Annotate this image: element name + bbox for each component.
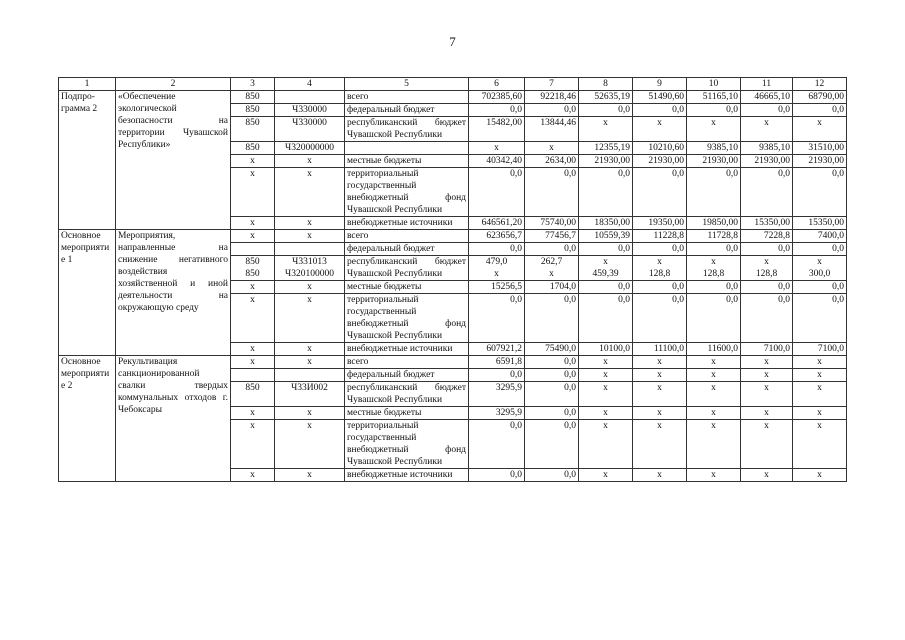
amount-cell: 262,7 x xyxy=(525,256,579,281)
amount-cell: 0,0 xyxy=(525,356,579,369)
amount-cell: 0,0 xyxy=(469,243,525,256)
chapter-code: x xyxy=(231,356,275,369)
amount-cell: 21930,00 xyxy=(741,155,793,168)
amount-cell: x xyxy=(687,420,741,469)
amount-cell: 21930,00 xyxy=(579,155,633,168)
column-header: 9 xyxy=(633,78,687,91)
amount-cell: 0,0 xyxy=(469,469,525,482)
amount-cell: x xyxy=(525,142,579,155)
funding-source: федеральный бюджет xyxy=(345,243,469,256)
page-number: 7 xyxy=(449,34,456,49)
amount-cell: 7100,0 xyxy=(793,343,847,356)
amount-cell: x xyxy=(793,356,847,369)
target-code xyxy=(275,91,345,104)
column-header: 12 xyxy=(793,78,847,91)
amount-cell: 21930,00 xyxy=(687,155,741,168)
amount-cell: x xyxy=(741,117,793,142)
funding-source: местные бюджеты xyxy=(345,155,469,168)
column-header: 6 xyxy=(469,78,525,91)
amount-cell: 0,0 xyxy=(579,294,633,343)
target-code: x xyxy=(275,469,345,482)
program-description: Мероприятия, направленные на снижение негативного воздействия хозяйственной и иной деятельности на окружающую среду xyxy=(116,230,231,356)
amount-cell: x xyxy=(687,369,741,382)
amount-cell: 12355,19 xyxy=(579,142,633,155)
funding-source: всего xyxy=(345,91,469,104)
amount-cell: 10559,39 xyxy=(579,230,633,243)
amount-cell: x xyxy=(687,382,741,407)
amount-cell: 52635,19 xyxy=(579,91,633,104)
chapter-code: x xyxy=(231,155,275,168)
target-code: x xyxy=(275,281,345,294)
amount-cell: x xyxy=(793,407,847,420)
amount-cell: x xyxy=(793,420,847,469)
column-header: 2 xyxy=(116,78,231,91)
amount-cell: x xyxy=(579,117,633,142)
amount-cell: 0,0 xyxy=(633,281,687,294)
chapter-code: x xyxy=(231,343,275,356)
chapter-code: x xyxy=(231,281,275,294)
amount-cell: 0,0 xyxy=(469,104,525,117)
chapter-code: x xyxy=(231,469,275,482)
funding-source: федеральный бюджет xyxy=(345,104,469,117)
amount-cell: 0,0 xyxy=(525,168,579,217)
target-code: x xyxy=(275,356,345,369)
target-code: x xyxy=(275,420,345,469)
amount-cell: 11100,0 xyxy=(633,343,687,356)
target-code: Ч33И002 xyxy=(275,382,345,407)
amount-cell: x xyxy=(633,407,687,420)
amount-cell: x xyxy=(687,356,741,369)
chapter-code: 850 xyxy=(231,104,275,117)
target-code: Ч320000000 xyxy=(275,142,345,155)
funding-source: территориальный государственный внебюджетный фонд Чувашской Республики xyxy=(345,420,469,469)
amount-cell: 0,0 xyxy=(687,281,741,294)
amount-cell: 13844,46 xyxy=(525,117,579,142)
program-name: Подпро-грамма 2 xyxy=(59,91,116,230)
chapter-code: x xyxy=(231,168,275,217)
amount-cell: x xyxy=(633,369,687,382)
funding-source: республиканский бюджет Чувашской Республики xyxy=(345,382,469,407)
program-name: Основное мероприятие 1 xyxy=(59,230,116,356)
amount-cell: 0,0 xyxy=(793,104,847,117)
amount-cell: x 459,39 xyxy=(579,256,633,281)
amount-cell: 0,0 xyxy=(633,294,687,343)
header-row xyxy=(59,78,847,91)
amount-cell: 1704,0 xyxy=(525,281,579,294)
amount-cell: 0,0 xyxy=(579,104,633,117)
funding-source: внебюджетные источники xyxy=(345,469,469,482)
amount-cell: 0,0 xyxy=(469,420,525,469)
program-description: «Обеспечение экологической безопасности на территории Чувашской Республики» xyxy=(116,91,231,230)
amount-cell: 10210,60 xyxy=(633,142,687,155)
amount-cell: 15482,00 xyxy=(469,117,525,142)
amount-cell: 68790,00 xyxy=(793,91,847,104)
column-header: 5 xyxy=(345,78,469,91)
amount-cell: 75490,0 xyxy=(525,343,579,356)
chapter-code: x xyxy=(231,217,275,230)
chapter-code: x xyxy=(231,294,275,343)
amount-cell: 0,0 xyxy=(633,168,687,217)
target-code xyxy=(275,369,345,382)
chapter-code: x xyxy=(231,230,275,243)
amount-cell: 19350,00 xyxy=(633,217,687,230)
table-row xyxy=(59,356,847,369)
amount-cell: x 128,8 xyxy=(687,256,741,281)
budget-table xyxy=(58,77,847,482)
amount-cell: 0,0 xyxy=(741,281,793,294)
amount-cell: 479,0 x xyxy=(469,256,525,281)
amount-cell: 0,0 xyxy=(633,104,687,117)
chapter-code: 850 850 xyxy=(231,256,275,281)
funding-source: внебюджетные источники xyxy=(345,217,469,230)
column-header: 4 xyxy=(275,78,345,91)
amount-cell: 77456,7 xyxy=(525,230,579,243)
amount-cell: x 300,0 xyxy=(793,256,847,281)
funding-source: территориальный государственный внебюджетный фонд Чувашской Республики xyxy=(345,294,469,343)
amount-cell: x xyxy=(793,469,847,482)
amount-cell: x xyxy=(741,369,793,382)
amount-cell: x xyxy=(741,469,793,482)
amount-cell: 0,0 xyxy=(579,281,633,294)
amount-cell: x xyxy=(579,356,633,369)
amount-cell: 11728,8 xyxy=(687,230,741,243)
amount-cell: 46665,10 xyxy=(741,91,793,104)
target-code: Ч330000 xyxy=(275,104,345,117)
column-header: 10 xyxy=(687,78,741,91)
amount-cell: 31510,00 xyxy=(793,142,847,155)
amount-cell: 0,0 xyxy=(525,294,579,343)
amount-cell: 9385,10 xyxy=(741,142,793,155)
amount-cell: 607921,2 xyxy=(469,343,525,356)
amount-cell: 0,0 xyxy=(793,243,847,256)
amount-cell: 15256,5 xyxy=(469,281,525,294)
amount-cell: x xyxy=(579,382,633,407)
amount-cell: 646561,20 xyxy=(469,217,525,230)
funding-source xyxy=(345,142,469,155)
target-code: x xyxy=(275,168,345,217)
amount-cell: 0,0 xyxy=(469,168,525,217)
amount-cell: 19850,00 xyxy=(687,217,741,230)
amount-cell: x xyxy=(579,420,633,469)
column-header: 11 xyxy=(741,78,793,91)
amount-cell: 0,0 xyxy=(525,243,579,256)
amount-cell: 0,0 xyxy=(741,168,793,217)
target-code: x xyxy=(275,217,345,230)
amount-cell: 0,0 xyxy=(687,104,741,117)
amount-cell: x xyxy=(579,469,633,482)
amount-cell: 7100,0 xyxy=(741,343,793,356)
amount-cell: 0,0 xyxy=(741,243,793,256)
amount-cell: x xyxy=(793,369,847,382)
amount-cell: x xyxy=(687,469,741,482)
chapter-code: 850 xyxy=(231,117,275,142)
amount-cell: x xyxy=(741,407,793,420)
chapter-code: x xyxy=(231,407,275,420)
amount-cell: x 128,8 xyxy=(633,256,687,281)
column-header: 8 xyxy=(579,78,633,91)
amount-cell: 0,0 xyxy=(525,407,579,420)
funding-source: территориальный государственный внебюджетный фонд Чувашской Республики xyxy=(345,168,469,217)
amount-cell: 92218,46 xyxy=(525,91,579,104)
amount-cell: x xyxy=(687,407,741,420)
amount-cell: 0,0 xyxy=(579,243,633,256)
amount-cell: 623656,7 xyxy=(469,230,525,243)
amount-cell: 2634,00 xyxy=(525,155,579,168)
amount-cell: 0,0 xyxy=(793,281,847,294)
amount-cell: 15350,00 xyxy=(741,217,793,230)
amount-cell: x xyxy=(633,382,687,407)
chapter-code: 850 xyxy=(231,142,275,155)
funding-source: всего xyxy=(345,356,469,369)
amount-cell: 0,0 xyxy=(525,104,579,117)
amount-cell: 7228,8 xyxy=(741,230,793,243)
amount-cell: 10100,0 xyxy=(579,343,633,356)
funding-source: местные бюджеты xyxy=(345,407,469,420)
target-code: Ч330000 xyxy=(275,117,345,142)
amount-cell: 11228,8 xyxy=(633,230,687,243)
amount-cell: x xyxy=(633,420,687,469)
amount-cell: x xyxy=(741,420,793,469)
chapter-code xyxy=(231,369,275,382)
amount-cell: 0,0 xyxy=(525,420,579,469)
target-code: Ч331013 Ч320100000 xyxy=(275,256,345,281)
table-body xyxy=(59,78,847,482)
amount-cell: x xyxy=(633,356,687,369)
funding-source: местные бюджеты xyxy=(345,281,469,294)
target-code xyxy=(275,243,345,256)
amount-cell: 6591,8 xyxy=(469,356,525,369)
amount-cell: x 128,8 xyxy=(741,256,793,281)
amount-cell: 3295,9 xyxy=(469,382,525,407)
amount-cell: 0,0 xyxy=(687,243,741,256)
amount-cell: 0,0 xyxy=(469,294,525,343)
table-row xyxy=(59,91,847,104)
amount-cell: 51490,60 xyxy=(633,91,687,104)
amount-cell: x xyxy=(741,382,793,407)
amount-cell: 0,0 xyxy=(525,469,579,482)
chapter-code: x xyxy=(231,420,275,469)
funding-source: республиканский бюджет Чувашской Республики xyxy=(345,117,469,142)
amount-cell: x xyxy=(579,407,633,420)
amount-cell: 3295,9 xyxy=(469,407,525,420)
chapter-code: 850 xyxy=(231,382,275,407)
amount-cell: 0,0 xyxy=(633,243,687,256)
amount-cell: x xyxy=(741,356,793,369)
table-row xyxy=(59,230,847,243)
chapter-code xyxy=(231,243,275,256)
funding-source: республиканский бюджет Чувашской Республики xyxy=(345,256,469,281)
amount-cell: 702385,60 xyxy=(469,91,525,104)
amount-cell: 11600,0 xyxy=(687,343,741,356)
amount-cell: x xyxy=(793,382,847,407)
amount-cell: 0,0 xyxy=(793,294,847,343)
amount-cell: 0,0 xyxy=(741,104,793,117)
amount-cell: x xyxy=(469,142,525,155)
funding-source: внебюджетные источники xyxy=(345,343,469,356)
amount-cell: x xyxy=(793,117,847,142)
amount-cell: x xyxy=(633,117,687,142)
program-description: Рекультивация санкционированной свалки твердых коммунальных отходов г. Чебоксары xyxy=(116,356,231,482)
target-code: x xyxy=(275,294,345,343)
funding-source: федеральный бюджет xyxy=(345,369,469,382)
funding-source: всего xyxy=(345,230,469,243)
target-code: x xyxy=(275,230,345,243)
amount-cell: 51165,10 xyxy=(687,91,741,104)
amount-cell: 9385,10 xyxy=(687,142,741,155)
amount-cell: x xyxy=(579,369,633,382)
column-header: 7 xyxy=(525,78,579,91)
amount-cell: 0,0 xyxy=(793,168,847,217)
amount-cell: 0,0 xyxy=(687,294,741,343)
target-code: x xyxy=(275,155,345,168)
amount-cell: 0,0 xyxy=(469,369,525,382)
column-header: 3 xyxy=(231,78,275,91)
chapter-code: 850 xyxy=(231,91,275,104)
amount-cell: 0,0 xyxy=(525,382,579,407)
target-code: x xyxy=(275,407,345,420)
amount-cell: 18350,00 xyxy=(579,217,633,230)
amount-cell: x xyxy=(687,117,741,142)
amount-cell: 40342,40 xyxy=(469,155,525,168)
amount-cell: 21930,00 xyxy=(793,155,847,168)
amount-cell: 7400,0 xyxy=(793,230,847,243)
amount-cell: 0,0 xyxy=(741,294,793,343)
target-code: x xyxy=(275,343,345,356)
column-header: 1 xyxy=(59,78,116,91)
program-name: Основное мероприятие 2 xyxy=(59,356,116,482)
amount-cell: 75740,00 xyxy=(525,217,579,230)
amount-cell: x xyxy=(633,469,687,482)
amount-cell: 21930,00 xyxy=(633,155,687,168)
amount-cell: 0,0 xyxy=(525,369,579,382)
amount-cell: 0,0 xyxy=(687,168,741,217)
amount-cell: 0,0 xyxy=(579,168,633,217)
amount-cell: 15350,00 xyxy=(793,217,847,230)
